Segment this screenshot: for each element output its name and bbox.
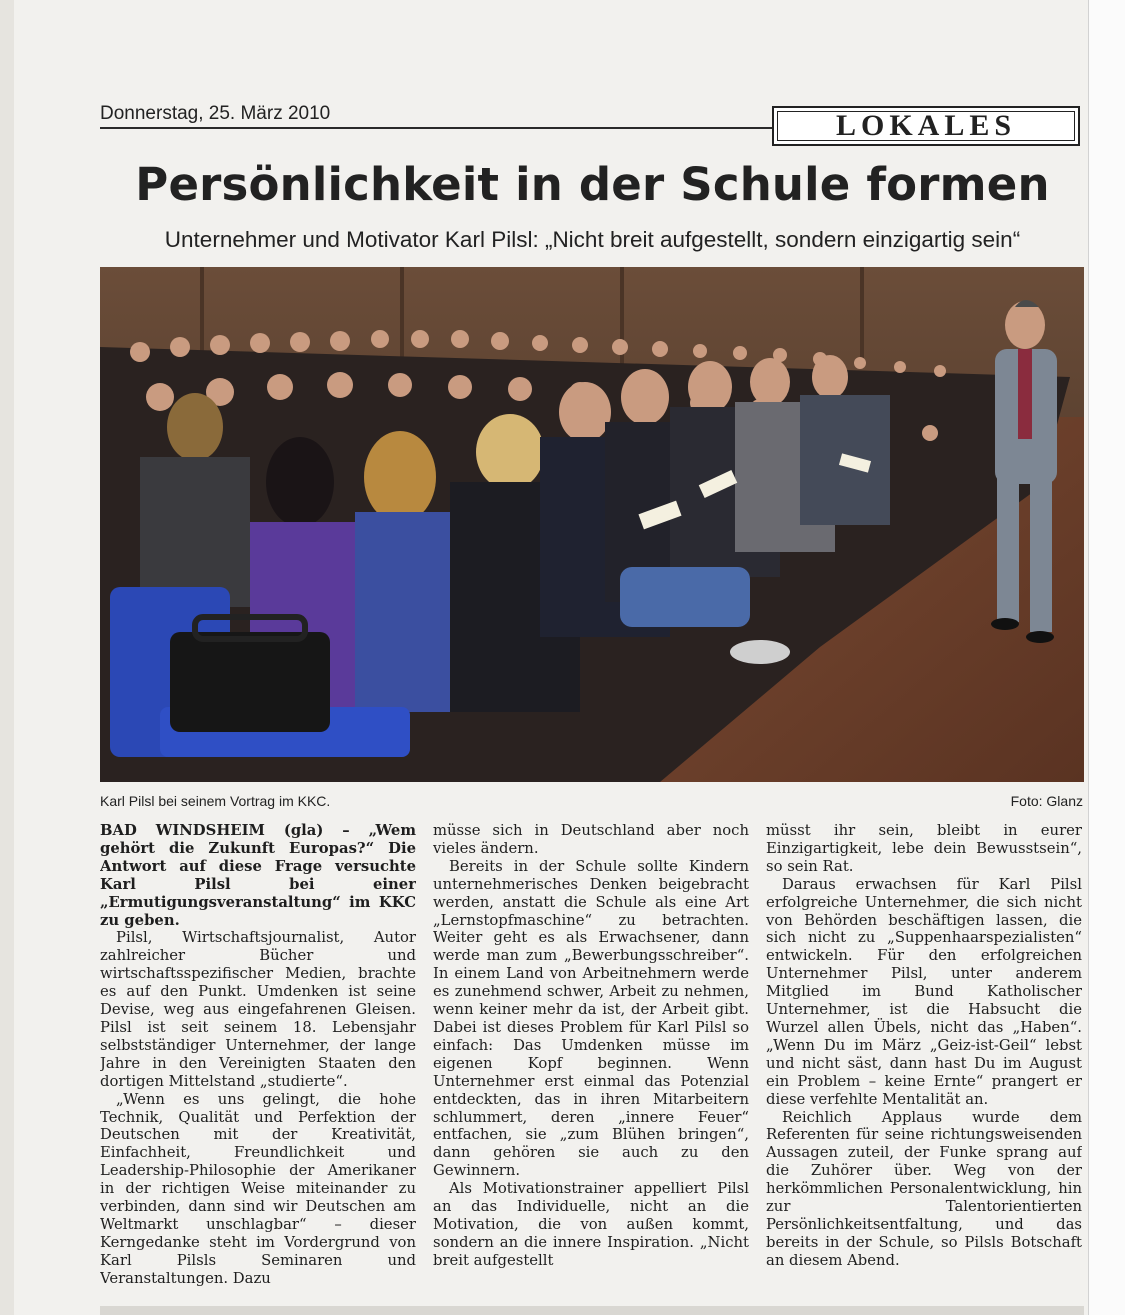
photo-credit: Foto: Glanz (1010, 793, 1083, 809)
header-rule (100, 127, 775, 129)
article-paragraph: Als Motivationstrainer appelliert Pilsl an das Individuelle, nicht an die Motivation, die von außen kommt, sondern an die innere Inspiration. „Nicht breit aufgestellt (433, 1180, 749, 1269)
issue-date: Donnerstag, 25. März 2010 (100, 103, 331, 124)
article-paragraph: müsst ihr sein, bleibt in eurer Einzigartigkeit, lebe dein Bewusstsein“, so sein Rat. (766, 822, 1082, 875)
article-paragraph: müsse sich in Deutschland aber noch vieles ändern. (433, 822, 749, 857)
article-subheadline: Unternehmer und Motivator Karl Pilsl: „Nicht breit aufgestellt, sondern einzigartig sein“ (164, 227, 1021, 252)
photo-caption: Karl Pilsl bei seinem Vortrag im KKC. (100, 793, 331, 809)
article-paragraph: Reichlich Applaus wurde dem Referenten für seine richtungsweisenden Aussagen zuteil, der Funke sprang auf die Zuhörer über. Weg von der herkömmlichen Personalentwicklung, hin zur Talentorientierten Persönlichkeitsentfaltung, und das bereits in der Schule, so Pilsls Botschaft an diesem Abend. (766, 1108, 1082, 1269)
article-paragraph: Daraus erwachsen für Karl Pilsl erfolgreiche Unternehmer, die sich nicht von Behörden beschäftigen lassen, die sich nicht zu „Suppenhaarspezialisten“ entwickeln. Für den erfolgreichen Unternehmer Pilsl, unter anderem Mitglied im Bund Katholischer Unternehmer, ist die Habsucht die Wurzel allen Übels, nicht das „Haben“. „Wenn Du im März „Geiz-ist-Geil“ lebst und nicht säst, dann hast Du im August ein Problem – keine Ernte“ prangert er diese verfehlte Mentalität an. (766, 875, 1082, 1108)
audience-photo-illustration (100, 267, 1084, 782)
next-article-edge (100, 1306, 1084, 1315)
article-paragraph: „Wenn es uns gelingt, die hohe Technik, Qualität und Perfektion der Deutschen mit der Kreativität, Einfachheit, Freundlichkeit und Leadership-Philosophie der Amerikaner in der richtigen Weise miteinander zu verbinden, dann sind wir Deutschen am Weltmarkt unschlagbar“ – dieser Kerngedanke steht im Vordergrund von Karl Pilsls Seminaren und Veranstaltungen. Dazu (100, 1090, 416, 1287)
section-label: LOKALES (772, 106, 1080, 146)
article-paragraph: Pilsl, Wirtschaftsjournalist, Autor zahlreicher Bücher und wirtschaftsspezifischer Medien, brachte es auf den Punkt. Umdenken ist seine Devise, weg aus eingefahrenen Gleisen. Pilsl ist seit seinem 18. Lebensjahr selbstständiger Unternehmer, der lange Jahre in den Vereinigten Staaten den dortigen Mittelstand „studierte“. (100, 929, 416, 1090)
page-edge (1088, 0, 1125, 1315)
article-lead: BAD WINDSHEIM (gla) – „Wem gehört die Zukunft Europas?“ Die Antwort auf diese Frage versuchte Karl Pilsl bei einer „Ermutigungsveranstaltung“ im KKC zu geben. (100, 822, 416, 929)
article-photo (100, 267, 1084, 782)
article-column-1 (100, 822, 416, 1297)
article-headline: Persönlichkeit in der Schule formen (135, 158, 1050, 211)
article-paragraph: Bereits in der Schule sollte Kindern unternehmerisches Denken beigebracht werden, anstatt die Schule als eine Art „Lernstopfmaschine“ zu betrachten. Weiter geht es als Erwachsener, dann werde man zum „Bewerbungsschreiber“. In einem Land von Arbeitnehmern werde es zunehmend schwer, Arbeit zu nehmen, wenn keiner mehr da ist, der Arbeit gibt. Dabei ist dieses Problem für Karl Pilsl so einfach: Das Umdenken müsse im eigenen Kopf beginnen. Wenn Unternehmer erst einmal das Potenzial entdeckten, das in ihren Mitarbeitern schlummert, deren „innere Feuer“ entfachen, sie „zum Blühen bringen“, dann gehören sie auch zu den Gewinnern. (433, 857, 749, 1180)
article-column-3 (766, 822, 1082, 1297)
article-column-2 (433, 822, 749, 1297)
